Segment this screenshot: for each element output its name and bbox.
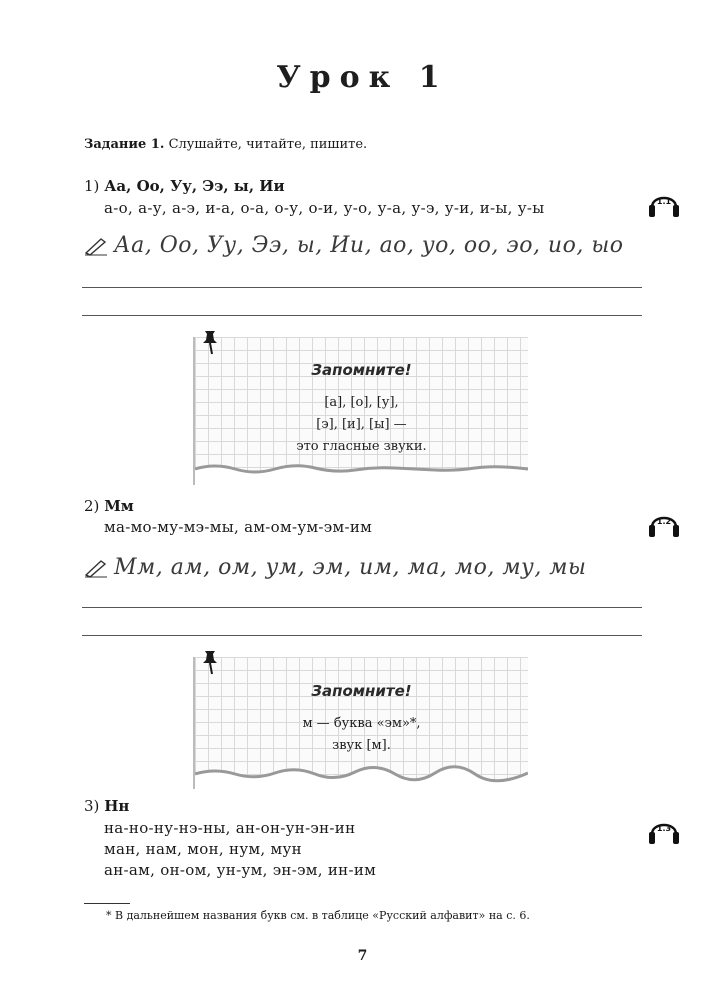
section-letters: Аа, Оо, Уу, Ээ, ы, Ии: [104, 177, 285, 195]
note-line: м — буква «эм»*,: [302, 716, 421, 731]
section-letters: Мм: [104, 497, 134, 515]
syllable-line: ан-ам, он-ом, ун-ум, эн-эм, ин-им: [104, 861, 377, 879]
cursive-line: [84, 555, 586, 580]
footnote-divider: [84, 903, 130, 904]
lesson-title: Урок 1: [276, 60, 449, 95]
note-line: [э], [и], [ы] —: [316, 417, 407, 432]
section-number: 1): [84, 177, 100, 195]
task-label: Задание 1.: [84, 137, 165, 152]
section-2-heading: [84, 497, 134, 515]
note-line: звук [м].: [332, 738, 391, 753]
note-line: [а], [о], [у],: [324, 395, 399, 410]
cursive-text: Аа, Оо, Уу, Ээ, ы, Ии, ао, уо, оо, эо, ио, ыо: [114, 233, 624, 258]
torn-edge: [195, 765, 528, 789]
cursive-line: [84, 233, 624, 258]
syllable-line: ма-мо-му-мэ-мы, ам-ом-ум-эм-им: [104, 518, 373, 536]
syllable-line: ман, нам, мон, нум, мун: [104, 840, 302, 858]
page-number: 7: [357, 948, 368, 964]
syllable-line: на-но-ну-нэ-ны, ан-он-ун-эн-ин: [104, 819, 356, 837]
cursive-text: Мм, ам, ом, ум, эм, им, ма, мо, му, мы: [114, 555, 587, 580]
remember-note: [193, 337, 528, 485]
pencil-icon: [84, 558, 108, 578]
audio-track-label: 1.3: [656, 824, 672, 833]
syllable-line: а-о, а-у, а-э, и-а, о-а, о-у, о-и, у-о, у-а, у-э, у-и, и-ы, у-ы: [104, 199, 545, 217]
note-title: Запомните!: [311, 682, 412, 700]
remember-note: [193, 657, 528, 789]
section-letters: Нн: [104, 797, 130, 815]
section-number: 2): [84, 497, 100, 515]
note-line: это гласные звуки.: [296, 439, 427, 454]
note-title: Запомните!: [311, 361, 412, 379]
writing-line[interactable]: [82, 315, 642, 316]
torn-edge: [195, 461, 528, 485]
section-1-heading: [84, 177, 285, 195]
section-number: 3): [84, 797, 100, 815]
audio-track-label: 1.2: [656, 517, 672, 526]
headphones-icon[interactable]: [647, 509, 681, 539]
writing-line[interactable]: [82, 635, 642, 636]
task-heading: [84, 137, 367, 152]
pushpin-icon: [199, 329, 221, 355]
pencil-icon: [84, 236, 108, 256]
writing-line[interactable]: [82, 287, 642, 288]
audio-track-label: 1.1: [656, 197, 672, 206]
pushpin-icon: [199, 649, 221, 675]
headphones-icon[interactable]: [647, 816, 681, 846]
task-text: Слушайте, читайте, пишите.: [168, 137, 368, 152]
headphones-icon[interactable]: [647, 189, 681, 219]
section-3-heading: [84, 797, 129, 815]
writing-line[interactable]: [82, 607, 642, 608]
footnote: * В дальнейшем названия букв см. в таблице «Русский алфавит» на с. 6.: [106, 909, 530, 922]
